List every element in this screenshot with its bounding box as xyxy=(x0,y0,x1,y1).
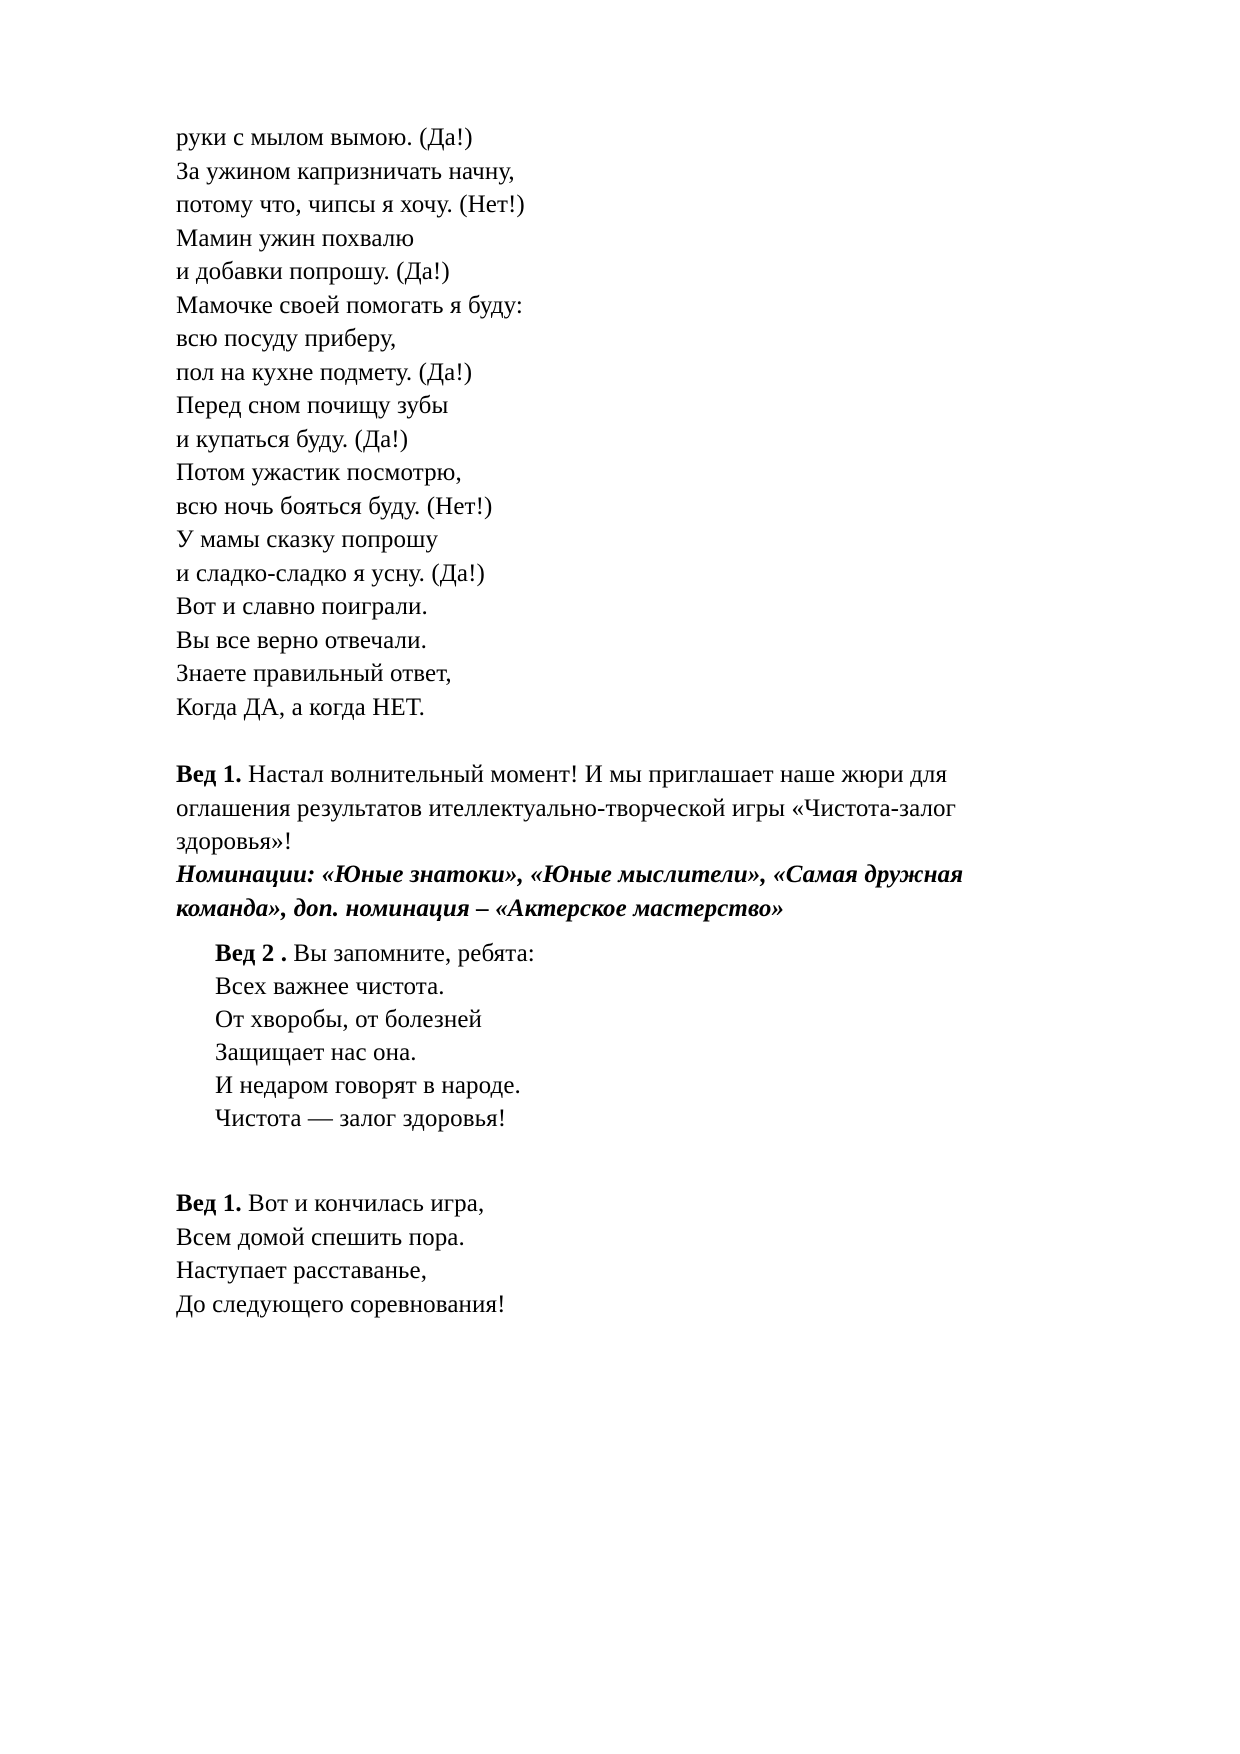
poem-line: Мамочке своей помогать я буду: xyxy=(176,291,523,319)
announcement-text: Настал волнительный момент! И мы приглашает наше жюри для xyxy=(241,761,948,788)
announcement-line: оглашения результатов ителлектуально-творческой игры «Чистота-залог xyxy=(176,794,957,822)
poem-line: всю ночь бояться буду. (Нет!) xyxy=(176,492,493,520)
nominations-paragraph xyxy=(176,858,1136,925)
verse-line: Чистота — залог здоровья! xyxy=(215,1105,507,1132)
poem-line: пол на кухне подмету. (Да!) xyxy=(176,358,473,386)
poem-line: Мамин ужин похвалю xyxy=(176,224,415,252)
poem-line: и купаться буду. (Да!) xyxy=(176,425,409,453)
nominations-line: команда», доп. номинация – «Актерское мастерство» xyxy=(176,894,785,922)
verse-line: Всех важнее чистота. xyxy=(215,973,445,1000)
poem-line: Потом ужастик посмотрю, xyxy=(176,459,462,486)
poem-line: Когда ДА, а когда НЕТ. xyxy=(176,693,425,721)
verse-line: Защищает нас она. xyxy=(215,1039,417,1066)
poem-line: Вот и славно поиграли. xyxy=(176,593,428,620)
announcement-line xyxy=(176,758,1136,792)
poem-block xyxy=(176,121,1136,724)
poem-line: всю посуду приберу, xyxy=(176,325,397,352)
poem-line: Вы все верно отвечали. xyxy=(176,626,427,654)
poem-line: У мамы сказку попрошу xyxy=(176,526,439,553)
poem-line: руки с мылом вымою. (Да!) xyxy=(176,124,473,151)
verse-text: Вы запомните, ребята: xyxy=(287,940,535,967)
verse-line: До следующего соревнования! xyxy=(176,1290,506,1318)
announcement-paragraph xyxy=(176,758,1136,859)
speaker-label: Вед 1. xyxy=(176,1190,242,1217)
poem-line: и добавки попрошу. (Да!) xyxy=(176,258,450,285)
verse-line xyxy=(215,937,1175,970)
verse-line: Всем домой спешить пора. xyxy=(176,1223,465,1251)
verse-line: И недаром говорят в народе. xyxy=(215,1072,521,1099)
poem-line: За ужином капризничать начну, xyxy=(176,157,515,185)
announcement-line: здоровья»! xyxy=(176,828,293,855)
poem-line: Знаете правильный ответ, xyxy=(176,660,452,687)
speaker-label: Вед 1. xyxy=(176,761,242,788)
nominations-line: Номинации: «Юные знатоки», «Юные мыслители», «Самая дружная xyxy=(176,861,964,888)
speaker-label: Вед 2 . xyxy=(215,940,288,967)
poem-line: Перед сном почищу зубы xyxy=(176,392,449,419)
poem-line: потому что, чипсы я хочу. (Нет!) xyxy=(176,191,525,218)
verse-line: От хворобы, от болезней xyxy=(215,1006,483,1033)
verse-line xyxy=(176,1187,1136,1221)
verse-text: Вот и кончилась игра, xyxy=(241,1190,485,1217)
ved2-verse xyxy=(215,937,1175,1135)
verse-line: Наступает расставанье, xyxy=(176,1257,428,1284)
final-verse xyxy=(176,1187,1136,1321)
poem-line: и сладко-сладко я усну. (Да!) xyxy=(176,559,485,587)
